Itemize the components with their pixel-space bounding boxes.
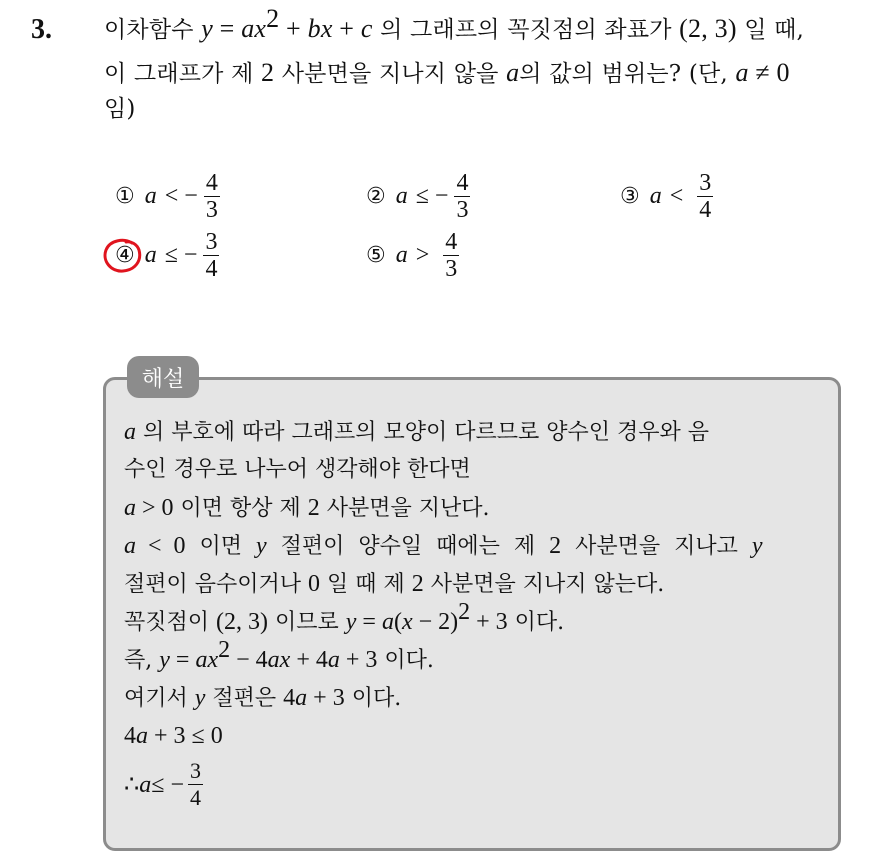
choice-relation: < [669,183,684,209]
math-var: a [195,647,208,673]
math-var: a [124,419,136,445]
solution-line-1 [124,415,709,450]
question-text: 일 때, [736,17,805,43]
solution-text: 이다. [377,648,434,673]
fraction-numerator: 4 [205,170,218,196]
solution-text: 사분면을 지난다. [319,496,490,521]
question-line-1 [104,4,805,47]
math-op: + [279,14,308,43]
math-op: > 0 [136,495,174,521]
fraction-numerator: 3 [205,229,218,255]
math-point: (2, 3) [679,14,737,43]
choice-var: a [144,242,157,268]
math-var: x [254,14,267,43]
choice-fraction [203,229,219,282]
math-var: y [159,647,170,673]
math-op: < 0 [136,533,186,559]
math-var: b [307,14,321,43]
choice-relation: < − [164,183,198,209]
solution-line-4 [124,529,763,564]
solution-text: 이면 [185,534,257,559]
math-point: (2, 3) [216,609,268,635]
choice-fraction [443,229,459,282]
solution-text: 사분면을 지나지 않는다. [423,572,665,597]
math-var: x [207,647,219,673]
solution-text: 이다. [507,610,565,635]
choice-var: a [395,242,408,268]
choice-number: ⑤ [366,243,386,268]
question-line-2 [104,56,790,91]
choice-var: a [144,183,157,209]
math-op: − 4 [230,647,268,673]
question-text: 이 그래프가 제 [104,61,262,87]
solution-line-10 [124,758,203,811]
choice-5[interactable] [366,229,459,282]
math-var: y [194,685,206,711]
solution-text: 여기서 [124,686,195,711]
solution-text: 꼭짓점이 [124,610,217,635]
math-op: + 3 ≤ 0 [148,723,223,749]
choice-2[interactable] [366,170,470,223]
solution-text: 이면 항상 제 [173,496,308,521]
math-number: 4 [124,723,136,749]
choice-relation: > [415,242,430,268]
math-op: + [332,14,361,43]
solution-text: 의 부호에 따라 그래프의 모양이 다르므로 양수인 경우와 음 [136,420,709,445]
math-var: y [345,609,357,635]
solution-text: 절편은 [205,686,284,711]
math-number: 2 [549,533,562,559]
math-exponent: 2 [218,637,231,663]
fraction-denominator: 3 [205,197,218,223]
fraction-denominator: 4 [190,785,201,810]
fraction-numerator: 3 [190,758,201,783]
math-var: a [124,533,136,559]
solution-line-5 [124,567,664,602]
solution-line-7 [124,637,434,678]
question-text: 이차함수 [104,17,202,43]
math-number: 4 [283,685,296,711]
math-number: 2 [307,495,320,521]
math-var: a [735,58,749,87]
math-op: = [212,14,242,43]
math-op: + 3 [470,609,508,635]
math-op: ≠ 0 [748,58,790,87]
choice-relation: ≤ − [415,183,449,209]
fraction-denominator: 3 [456,197,469,223]
math-exponent: 2 [458,599,471,625]
choice-3[interactable] [620,170,713,223]
math-var: y [751,533,763,559]
math-op: − 2) [412,609,459,635]
choice-number: ① [115,184,135,209]
choice-fraction [697,170,713,223]
choice-relation: ≤ − [164,242,198,268]
choice-var: a [395,183,408,209]
fraction-numerator: 4 [456,170,469,196]
math-exponent: 2 [266,4,280,33]
solution-text: 이다. [344,686,402,711]
question-line-3: 임) [104,96,136,122]
math-number: 2 [261,58,275,87]
math-var: a [139,771,152,798]
solution-text: 이므로 [268,610,346,635]
question-number: 3. [31,14,52,45]
solution-text: 일 때 제 [320,572,412,597]
math-var: a [124,495,136,521]
choice-number: ③ [620,184,640,209]
math-var: y [256,533,267,559]
question-text: 의 값의 범위는? (단, [519,61,736,87]
solution-text: 절편이 음수이거나 [124,572,309,597]
math-op: + 4 [290,647,328,673]
math-var: a [506,58,520,87]
math-op: ≤ − [151,771,184,798]
math-number: 2 [411,571,424,597]
solution-tag: 해설 [127,356,199,398]
math-var: a [381,609,394,635]
choice-fraction [454,170,470,223]
math-var: c [360,14,373,43]
math-var: a [241,14,255,43]
math-var: a [295,685,308,711]
fraction-denominator: 4 [699,197,712,223]
choice-number: ② [366,184,386,209]
solution-text: 사분면을 지나고 [561,534,752,559]
fraction-denominator: 3 [445,256,458,282]
choice-var: a [649,183,662,209]
fraction-numerator: 3 [699,170,712,196]
math-op: = [169,647,196,673]
choice-fraction [204,170,220,223]
math-var: x [279,647,291,673]
math-op: = [356,609,382,635]
math-var: a [267,647,280,673]
solution-fraction [188,758,203,811]
solution-text: 절편이 양수일 때에는 제 [266,534,550,559]
math-op: ( [393,609,402,635]
math-var: y [201,14,213,43]
solution-line-9 [124,719,223,754]
math-var: a [327,647,340,673]
fraction-denominator: 4 [205,256,218,282]
math-op: + 3 [339,647,378,673]
solution-line-6 [124,599,565,640]
solution-text: 즉, [124,648,160,673]
solution-line-8 [124,681,401,716]
question-text: 사분면을 지나지 않을 [274,61,507,87]
choice-1[interactable] [115,170,220,223]
solution-line-3 [124,491,490,526]
choice-number: ④ [115,243,135,268]
solution-line-2: 수인 경우로 나누어 생각해야 한다면 [124,457,471,482]
math-number: 0 [308,571,321,597]
answer-circle-mark-icon [102,237,144,275]
fraction-numerator: 4 [445,229,458,255]
math-var: a [136,723,148,749]
question-text: 의 그래프의 꼭짓점의 좌표가 [372,17,680,43]
therefore-symbol: ∴ [124,771,140,798]
math-var: x [401,609,413,635]
math-var: x [320,14,333,43]
math-op: + 3 [307,685,345,711]
